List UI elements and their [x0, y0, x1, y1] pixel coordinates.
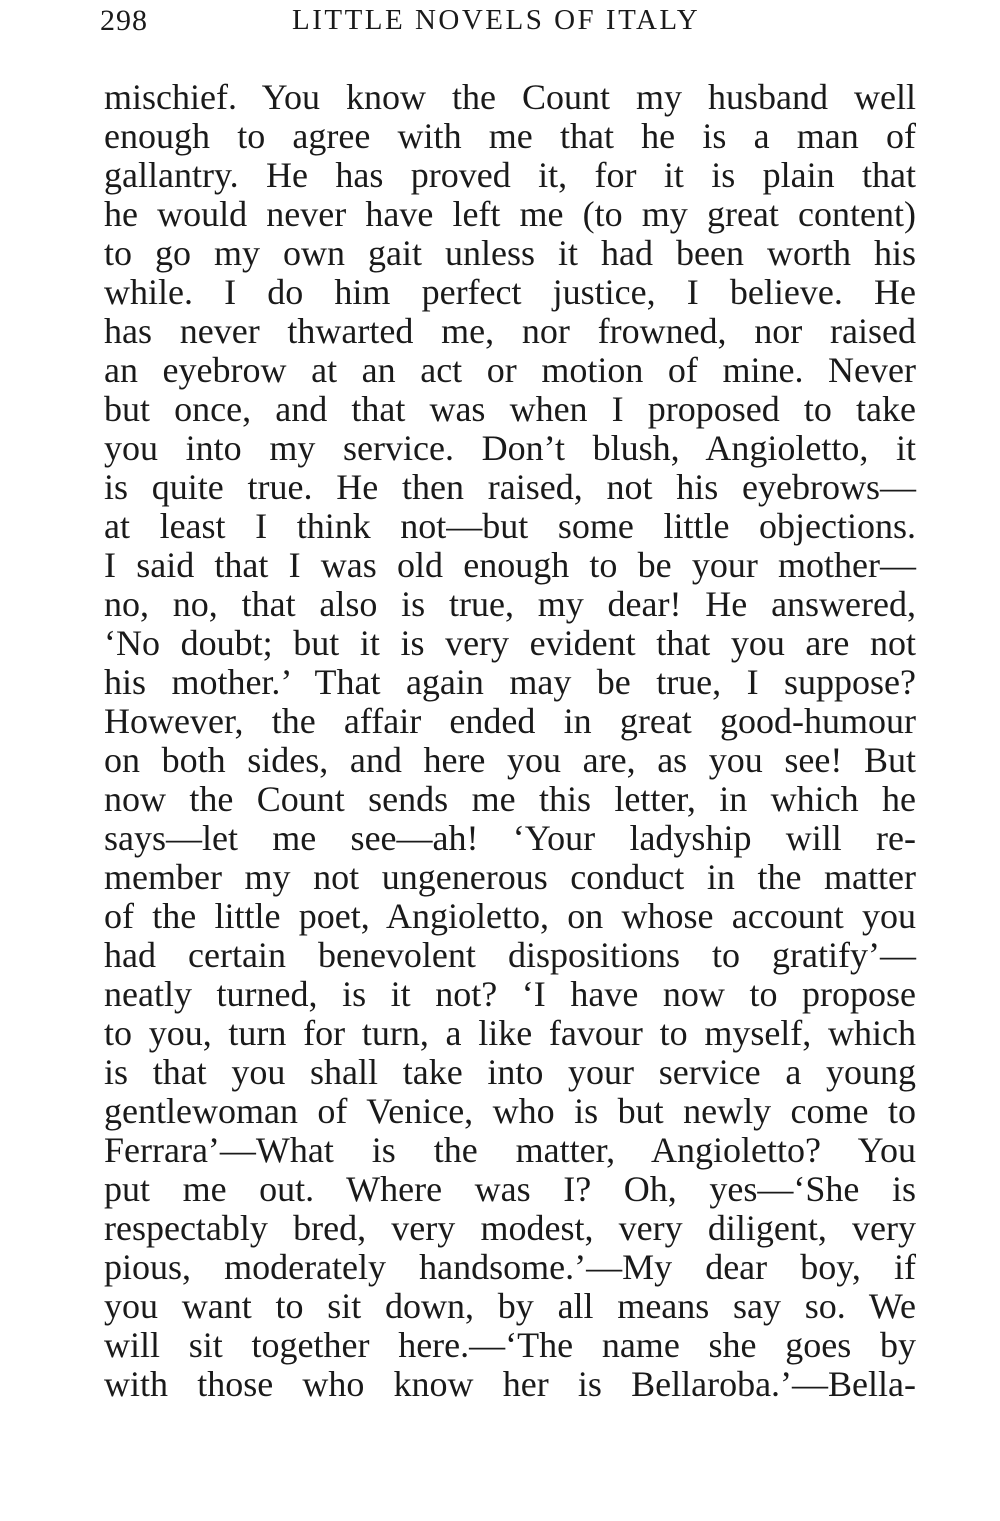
text-line: to go my own gait unless it had been worth his: [104, 233, 916, 273]
page-number: 298: [100, 4, 148, 37]
text-line: at least I think not—but some little objections.: [104, 506, 916, 546]
text-line: you into my service. Don’t blush, Angioletto, it: [104, 428, 916, 468]
text-line: respectably bred, very modest, very diligent, very: [104, 1208, 916, 1248]
text-line: to you, turn for turn, a like favour to myself, which: [104, 1013, 916, 1053]
text-line: I said that I was old enough to be your mother—: [104, 545, 916, 585]
text-line: is quite true. He then raised, not his eyebrows—: [104, 467, 916, 507]
text-line: his mother.’ That again may be true, I suppose?: [104, 662, 916, 702]
text-line: will sit together here.—‘The name she goes by: [104, 1325, 916, 1365]
text-line: ‘No doubt; but it is very evident that you are not: [104, 623, 916, 663]
text-line: pious, moderately handsome.’—My dear boy, if: [104, 1247, 916, 1287]
text-line: However, the affair ended in great good-humour: [104, 701, 916, 741]
text-line: is that you shall take into your service a young: [104, 1052, 916, 1092]
running-head: [100, 2, 920, 42]
text-line: of the little poet, Angioletto, on whose account you: [104, 896, 916, 936]
text-line: member my not ungenerous conduct in the matter: [104, 857, 916, 897]
running-title: LITTLE NOVELS OF ITALY: [292, 4, 701, 36]
text-line: but once, and that was when I proposed to take: [104, 389, 916, 429]
text-line: now the Count sends me this letter, in which he: [104, 779, 916, 819]
text-line: an eyebrow at an act or motion of mine. Never: [104, 350, 916, 390]
text-line: neatly turned, is it not? ‘I have now to propose: [104, 974, 916, 1014]
text-line: mischief. You know the Count my husband well: [104, 77, 916, 117]
text-line: gallantry. He has proved it, for it is plain that: [104, 155, 916, 195]
text-line: with those who know her is Bellaroba.’—Bella-: [104, 1364, 916, 1404]
text-line: no, no, that also is true, my dear! He answered,: [104, 584, 916, 624]
text-line: on both sides, and here you are, as you see! But: [104, 740, 916, 780]
text-line: enough to agree with me that he is a man of: [104, 116, 916, 156]
body-text: [104, 78, 916, 1404]
text-line: while. I do him perfect justice, I believe. He: [104, 272, 916, 312]
text-line: he would never have left me (to my great content): [104, 194, 916, 234]
text-line: had certain benevolent dispositions to gratify’—: [104, 935, 916, 975]
text-line: you want to sit down, by all means say so. We: [104, 1286, 916, 1326]
text-line: has never thwarted me, nor frowned, nor raised: [104, 311, 916, 351]
text-line: says—let me see—ah! ‘Your ladyship will re-: [104, 818, 916, 858]
text-line: put me out. Where was I? Oh, yes—‘She is: [104, 1169, 916, 1209]
text-line: gentlewoman of Venice, who is but newly come to: [104, 1091, 916, 1131]
text-line: Ferrara’—What is the matter, Angioletto? You: [104, 1130, 916, 1170]
